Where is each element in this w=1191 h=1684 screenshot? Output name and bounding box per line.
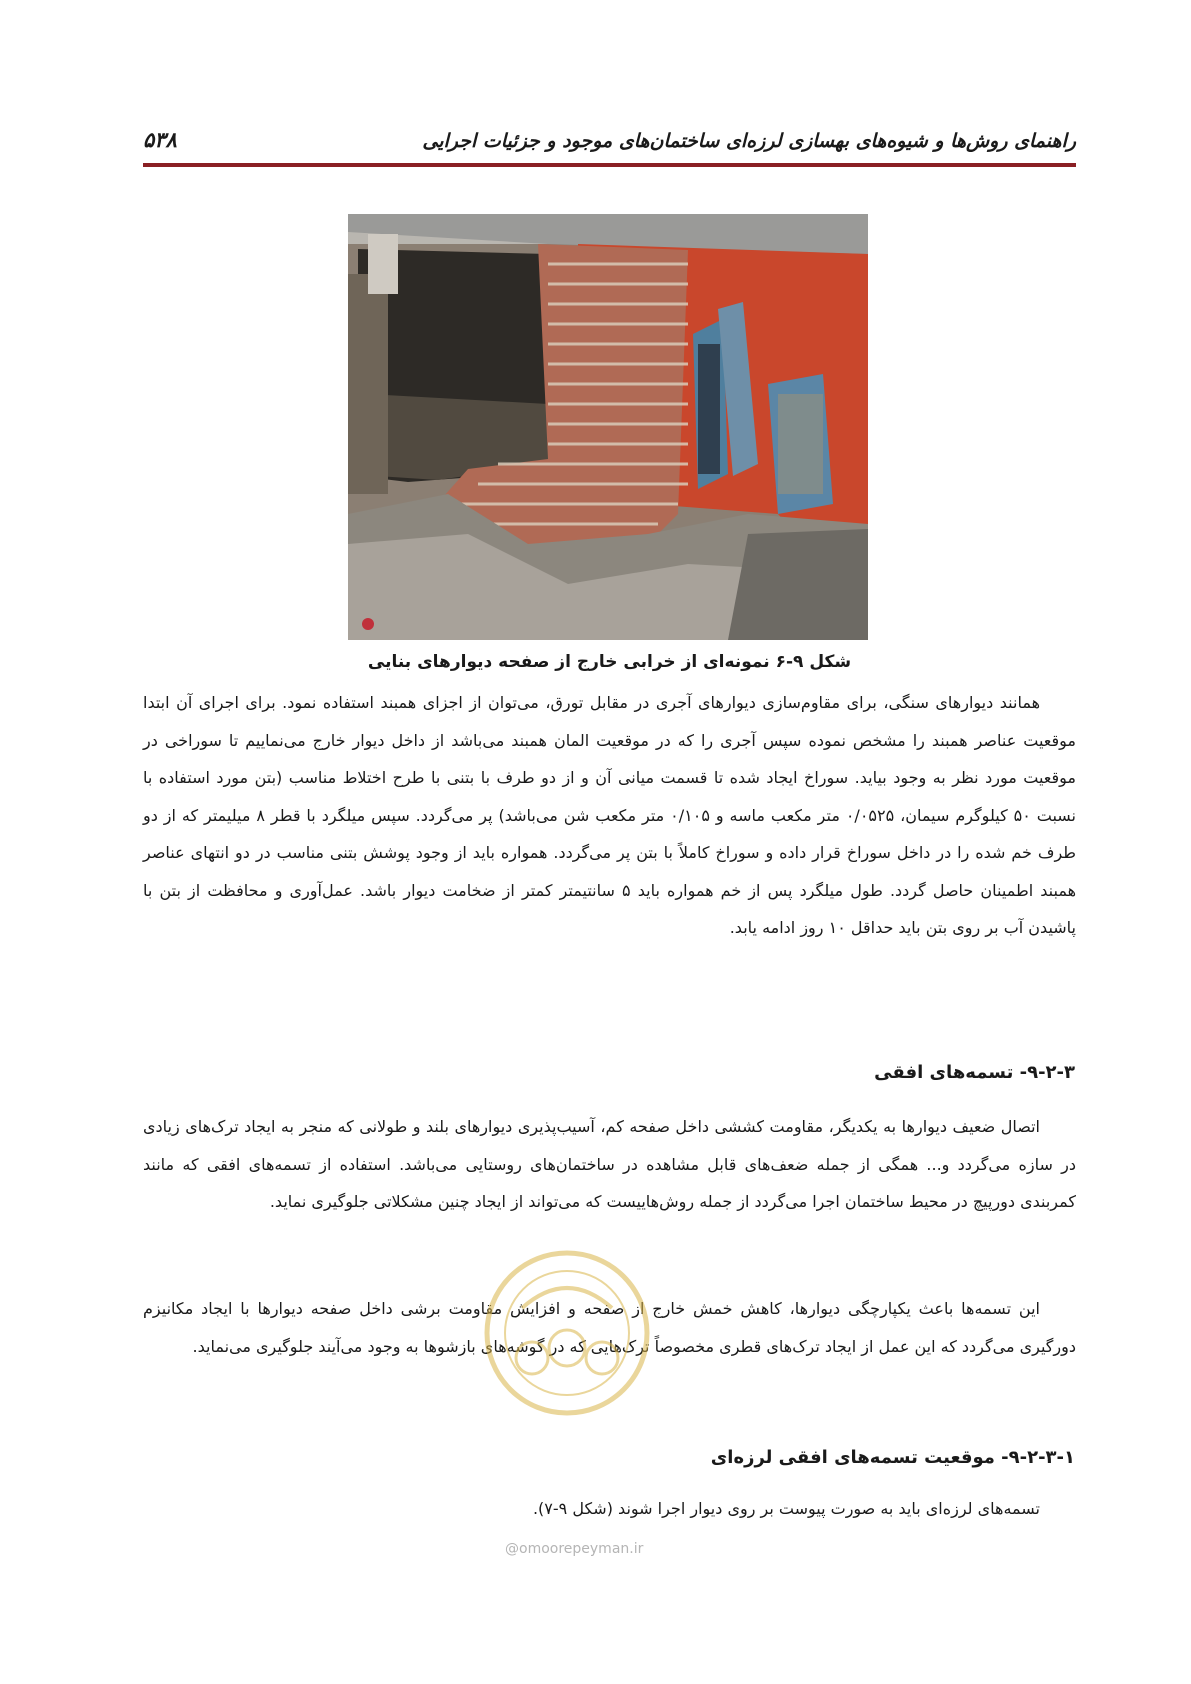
watermark-logo (482, 1248, 652, 1418)
paragraph-1: همانند دیوارهای سنگی، برای مقاوم‌سازی دیوارهای آجری در مقابل تورق، می‌توان از اجزای همبند استفاده نمود. برای اجرای آن ابتدا موقعیت عناصر همبند را مشخص نموده سپس آجری را که در موقعیت المان همبند می‌باشد از داخل دیوار خارج می‌نماییم تا سوراخی در موقعیت مورد نظر به وجود بیاید. سوراخ ایجاد شده تا قسمت میانی آن و از دو طرف با بتنی با طرح اختلاط مناسب (بتن مورد استفاده با نسبت ۵۰ کیلوگرم سیمان، ۰/۰۵۲۵ متر مکعب ماسه و ۰/۱۰۵ متر مکعب شن می‌باشد) پر می‌گردد. سپس میلگرد با قطر ۸ میلیمتر که از دو طرف خم شده را در داخل سوراخ قرار داده و سوراخ کاملاً با بتن پر می‌گردد. همواره باید از وجود پوشش بتنی مناسب در دو انتهای عناصر همبند اطمینان حاصل گردد. طول میلگرد پس از خم همواره باید ۵ سانتیمتر کمتر از ضخامت دیوار باشد. عمل‌آوری و محافظت از بتن با پاشیدن آب بر روی بتن باید حداقل ۱۰ روز ادامه یابد. (143, 693, 1077, 937)
subsection-heading-band-location: ۹-۲-۳-۱- موقعیت تسمه‌های افقی لرزه‌ای (710, 1447, 1075, 1468)
header-rule (143, 163, 1076, 167)
watermark-url: @omoorepeyman.ir (505, 1541, 644, 1557)
paragraph-4: تسمه‌های لرزه‌ای باید به صورت پیوست بر روی دیوار اجرا شوند (شکل ۹-۷). (532, 1499, 1040, 1518)
running-title: راهنمای روش‌ها و شیوه‌های بهسازی لرزه‌ای ساختمان‌های موجود و جزئیات اجرایی (422, 130, 1076, 152)
figure-photo (348, 214, 868, 640)
page-header (143, 126, 1076, 160)
page-number: ۵۳۸ (143, 128, 177, 152)
figure-caption: شکل ۹-۶ نمونه‌ای از خرابی خارج از صفحه دیوارهای بنایی (367, 652, 852, 672)
paragraph-2: اتصال ضعیف دیوارها به یکدیگر، مقاومت کششی داخل صفحه کم، آسیب‌پذیری دیوارهای بلند و طولانی که منجر به ایجاد ترک‌های زیادی در سازه می‌گردد و... همگی از جمله ضعف‌های قابل مشاهده در ساختمان‌های روستایی می‌باشد. استفاده از تسمه‌های افقی که مانند کمربندی دورپیچ در محیط ساختمان اجرا می‌گردد از جمله روش‌هاییست که می‌تواند از ایجاد چنین مشکلاتی جلوگیری نماید. (143, 1117, 1076, 1211)
paragraph-3: این تسمه‌ها باعث یکپارچگی دیوارها، کاهش خمش خارج از صفحه و افزایش مقاومت برشی داخل صفحه دیوارها با ایجاد مکانیزم دورگیری می‌گردد که این عمل از ایجاد ترک‌های قطری مخصوصاً ترک‌هایی که در گوشه‌های بازشوها به وجود می‌آیند جلوگیری می‌نماید. (143, 1299, 1076, 1356)
section-heading-horizontal-bands: ۹-۲-۳- تسمه‌های افقی (874, 1062, 1075, 1083)
